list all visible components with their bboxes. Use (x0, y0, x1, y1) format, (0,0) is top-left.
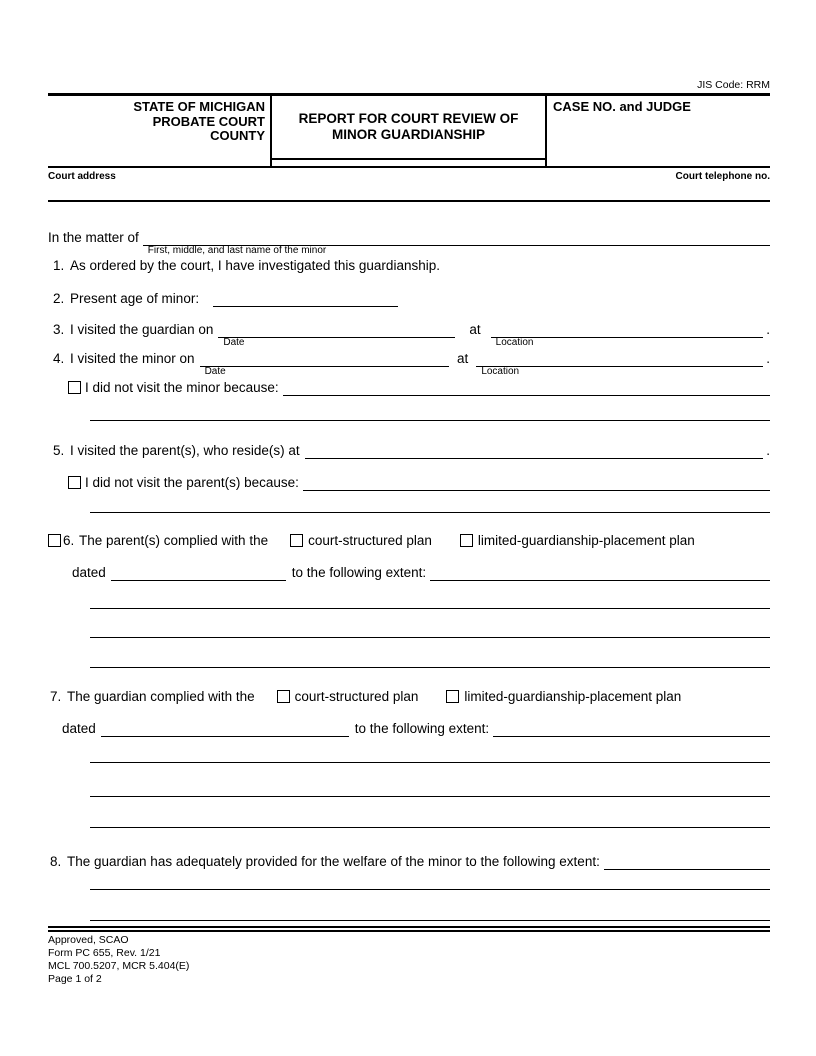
no-visit-minor-reason-line-2[interactable] (90, 396, 770, 421)
minor-visit-location-field[interactable] (476, 350, 763, 377)
item-7 (48, 689, 770, 705)
form-title-line-2: MINOR GUARDIANSHIP (331, 127, 485, 142)
location-hint: Location (481, 366, 520, 377)
item-7-limited-guardianship-checkbox[interactable] (446, 690, 459, 703)
state-line-1: STATE OF MICHIGAN (133, 99, 265, 114)
minor-name-field[interactable] (143, 229, 770, 256)
guardian-visit-location-field[interactable] (491, 321, 764, 348)
no-visit-parents-reason-line-2[interactable] (90, 491, 770, 514)
jis-code: JIS Code: RRM (697, 79, 770, 91)
no-visit-minor-reason-field[interactable] (283, 379, 770, 396)
footer-mcl-citation: MCL 700.5207, MCR 5.404(E) (48, 960, 190, 972)
item-2 (48, 290, 770, 307)
no-visit-minor-checkbox[interactable] (68, 381, 81, 394)
item-1-number: 1. (53, 258, 65, 273)
court-address-row[interactable] (48, 168, 770, 202)
item-7-dated-label: dated (62, 721, 96, 736)
state-line-2: PROBATE COURT (152, 113, 265, 129)
item-4 (48, 350, 770, 377)
item-7-extent-line-2[interactable] (90, 737, 770, 763)
minor-visit-date-field[interactable] (200, 350, 449, 377)
item-5-number: 5. (53, 443, 65, 458)
item-2-label: Present age of minor: (70, 291, 200, 306)
item-5 (48, 442, 770, 459)
footer-page-number: Page 1 of 2 (48, 973, 102, 985)
item-7-plan-date-field[interactable] (101, 720, 349, 737)
item-8-extent-field[interactable] (604, 853, 770, 870)
item-4-label: I visited the minor on (70, 351, 195, 366)
item-4-period: . (766, 351, 770, 366)
item-3-period: . (766, 322, 770, 337)
item-6-extent-field[interactable] (430, 564, 770, 581)
item-7-extent-label: to the following extent: (354, 721, 490, 736)
form-title-box (272, 96, 545, 160)
item-4-number: 4. (53, 351, 65, 366)
item-8-extent-line-2[interactable] (90, 870, 770, 890)
form-footer (48, 934, 770, 986)
form-title-cell (272, 96, 545, 166)
item-4-at-label: at (457, 351, 469, 366)
item-5-period: . (766, 443, 770, 458)
date-hint: Date (223, 337, 245, 348)
no-visit-parents-checkbox[interactable] (68, 476, 81, 489)
item-7-limited-guardianship-label: limited-guardianship-placement plan (464, 689, 682, 704)
guardian-visit-date-field[interactable] (218, 321, 455, 348)
court-name-block (48, 96, 272, 166)
minor-name-hint: First, middle, and last name of the minor (147, 245, 327, 256)
matter-row (48, 229, 770, 256)
item-7-court-structured-checkbox[interactable] (277, 690, 290, 703)
item-6-extent-line-3[interactable] (90, 609, 770, 638)
case-no-label: CASE NO. and JUDGE (553, 99, 691, 114)
state-line-3: COUNTY (210, 128, 265, 143)
item-2-number: 2. (53, 291, 65, 306)
item-3 (48, 321, 770, 348)
item-3-number: 3. (53, 322, 65, 337)
item-8-label: The guardian has adequately provided for the welfare of the minor to the following extent: (67, 854, 600, 869)
date-hint: Date (204, 366, 226, 377)
matter-label: In the matter of (48, 230, 139, 245)
item-6-limited-guardianship-checkbox[interactable] (460, 534, 473, 547)
form-header (48, 93, 770, 168)
item-6-extent-line-2[interactable] (90, 581, 770, 609)
item-4-no-visit-row (48, 379, 770, 396)
item-5-no-visit-row (48, 474, 770, 491)
court-address-label: Court address (48, 171, 116, 182)
item-3-label: I visited the guardian on (70, 322, 214, 337)
no-visit-minor-label: I did not visit the minor because: (85, 380, 279, 395)
item-6-plan-date-field[interactable] (111, 564, 286, 581)
footer-approved: Approved, SCAO (48, 934, 129, 946)
case-no-field[interactable] (545, 96, 770, 166)
no-visit-parents-reason-field[interactable] (303, 474, 770, 491)
item-8 (48, 853, 770, 870)
item-1-text: As ordered by the court, I have investigated this guardianship. (70, 258, 440, 273)
parents-address-field[interactable] (305, 442, 764, 459)
minor-age-field[interactable] (213, 290, 398, 307)
item-7-extent-line-4[interactable] (90, 797, 770, 828)
item-6 (48, 533, 770, 549)
item-6-limited-guardianship-label: limited-guardianship-placement plan (477, 533, 695, 548)
footer-form-number: Form PC 655, Rev. 1/21 (48, 947, 161, 959)
item-6-dated-row (48, 564, 770, 581)
item-5-label: I visited the parent(s), who reside(s) at (70, 443, 300, 458)
item-6-court-structured-checkbox[interactable] (290, 534, 303, 547)
no-visit-parents-label: I did not visit the parent(s) because: (85, 474, 299, 490)
item-6-checkbox[interactable] (48, 534, 61, 547)
form-title-line-1: REPORT FOR COURT REVIEW OF (298, 111, 519, 126)
item-6-extent-label: to the following extent: (291, 565, 427, 580)
item-6-court-structured-label: court-structured plan (308, 533, 432, 548)
item-6-dated-label: dated (72, 565, 106, 580)
item-7-court-structured-label: court-structured plan (294, 689, 419, 704)
item-1 (48, 258, 770, 274)
item-6-number: 6. (63, 533, 75, 548)
item-6-extent-line-4[interactable] (90, 638, 770, 668)
item-7-number: 7. (50, 689, 62, 704)
court-phone-label: Court telephone no. (675, 171, 770, 182)
item-3-at-label: at (469, 322, 481, 337)
item-8-extent-line-3[interactable] (90, 890, 770, 921)
item-7-extent-field[interactable] (493, 720, 770, 737)
item-7-extent-line-3[interactable] (90, 763, 770, 797)
item-8-number: 8. (50, 854, 62, 869)
item-7-dated-row (48, 720, 770, 737)
item-6-label: The parent(s) complied with the (79, 533, 269, 548)
item-7-label: The guardian complied with the (67, 689, 255, 704)
location-hint: Location (495, 337, 534, 348)
footer-divider (48, 926, 770, 932)
